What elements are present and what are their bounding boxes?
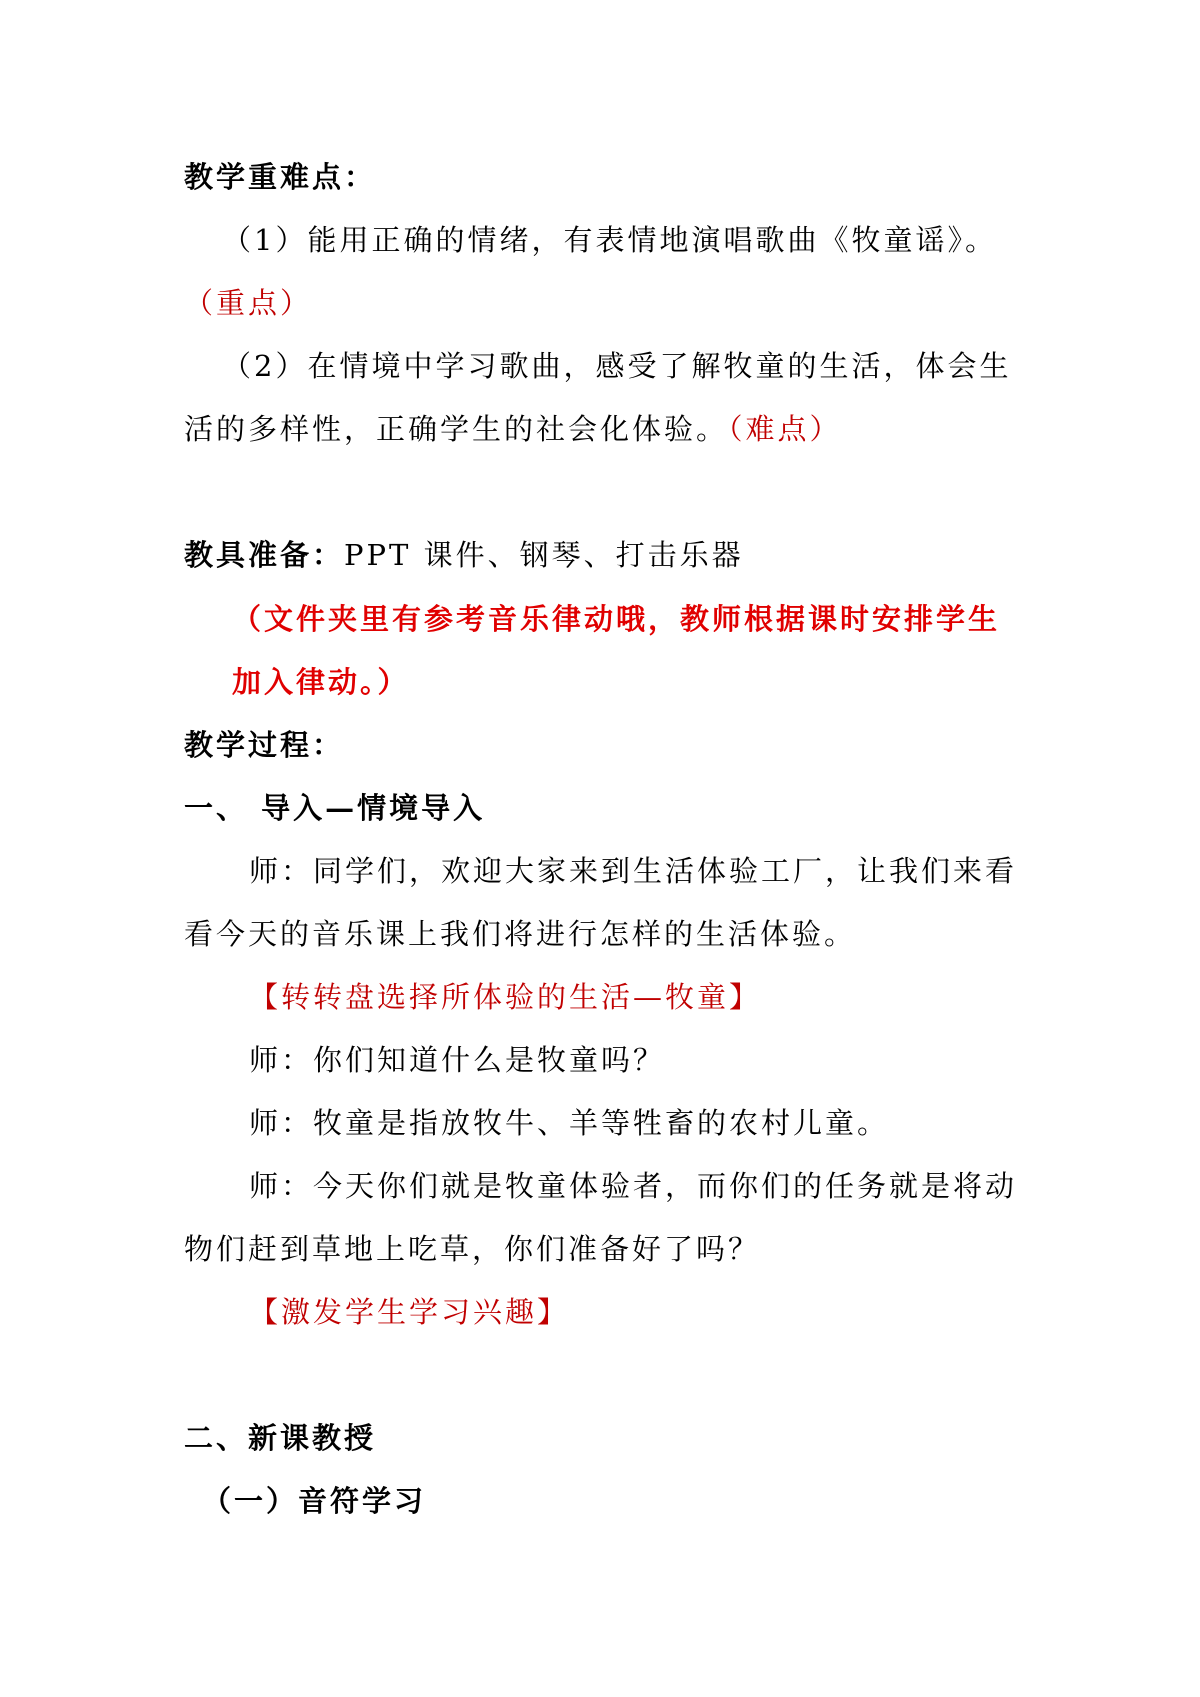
key-point-2-tag: （难点） bbox=[728, 412, 842, 446]
materials-line bbox=[184, 535, 744, 575]
key-point-2-line1: （2）在情境中学习歌曲，感受了解牧童的生活，体会生 bbox=[222, 349, 1012, 383]
key-point-2-line2 bbox=[184, 409, 842, 449]
teaching-note-2: 【激发学生学习兴趣】 bbox=[249, 1295, 570, 1329]
key-points-heading: 教学重难点： bbox=[184, 160, 377, 194]
paragraph-1-line2: 看今天的音乐课上我们将进行怎样的生活体验。 bbox=[184, 917, 857, 951]
key-point-1: （1）能用正确的情绪，有表情地演唱歌曲《牧童谣》。 bbox=[222, 223, 997, 257]
key-point-1-tag: （重点） bbox=[184, 286, 313, 320]
materials-note-line2: 加入律动。） bbox=[232, 665, 410, 699]
key-point-2-text: 活的多样性，正确学生的社会化体验。 bbox=[184, 412, 729, 446]
materials-value: PPT 课件、钢琴、打击乐器 bbox=[344, 538, 744, 572]
paragraph-1-line1: 师：同学们，欢迎大家来到生活体验工厂，让我们来看 bbox=[249, 854, 1018, 888]
paragraph-3: 师：牧童是指放牧牛、羊等牲畜的农村儿童。 bbox=[249, 1106, 890, 1140]
process-heading: 教学过程： bbox=[184, 728, 345, 762]
materials-label: 教具准备： bbox=[184, 538, 345, 572]
materials-note-line1: （文件夹里有参考音乐律动哦，教师根据课时安排学生 bbox=[232, 602, 1001, 636]
section-2-title: 二、新课教授 bbox=[184, 1421, 377, 1455]
paragraph-2: 师：你们知道什么是牧童吗？ bbox=[249, 1043, 666, 1077]
paragraph-4-line2: 物们赶到草地上吃草，你们准备好了吗？ bbox=[184, 1232, 761, 1266]
teaching-note-1: 【转转盘选择所体验的生活—牧童】 bbox=[249, 980, 762, 1014]
subsection-1-title: （一）音符学习 bbox=[202, 1484, 427, 1518]
paragraph-4-line1: 师：今天你们就是牧童体验者，而你们的任务就是将动 bbox=[249, 1169, 1018, 1203]
section-1-title: 一、 导入—情境导入 bbox=[184, 791, 486, 825]
